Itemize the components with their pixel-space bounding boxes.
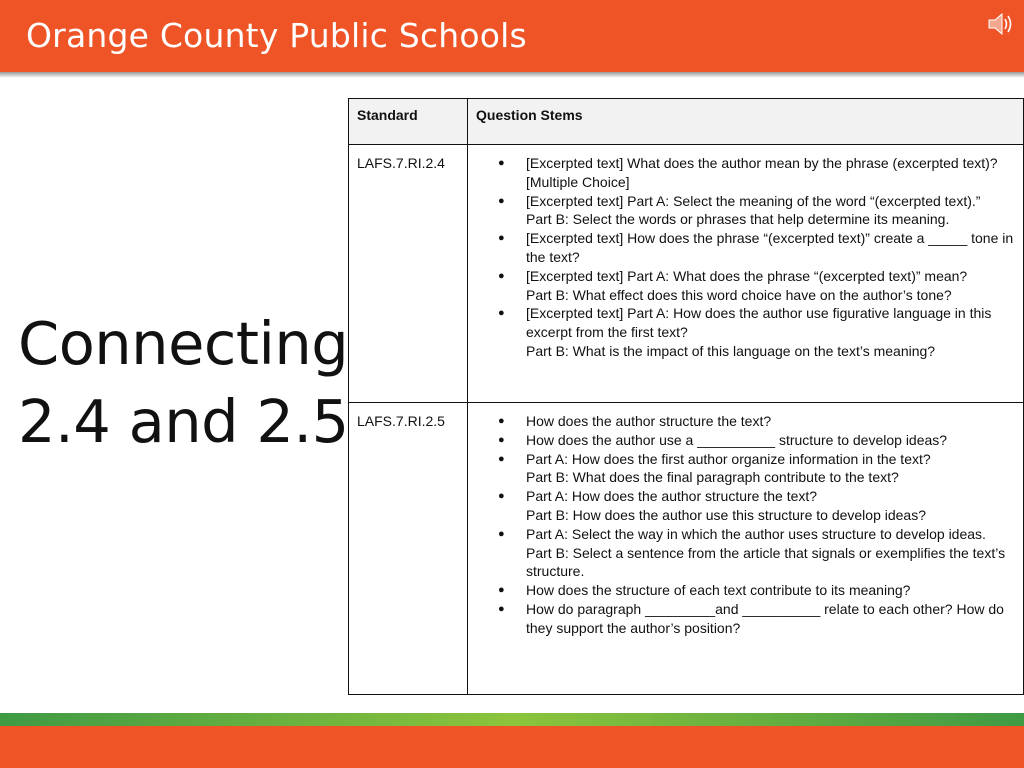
bullet-icon: ● bbox=[498, 490, 505, 503]
stem-line: Part B: What effect does this word choice have on the author’s tone? bbox=[526, 286, 952, 303]
bullet-icon: ● bbox=[498, 452, 505, 465]
stem-line: Part B: How does the author use this structure to develop ideas? bbox=[526, 506, 927, 523]
question-stems-table bbox=[348, 98, 1024, 695]
stem-line: [Excerpted text] Part A: How does the author use figurative language in this excerpt from the first text? bbox=[526, 305, 992, 341]
bullet-icon: ● bbox=[498, 307, 505, 320]
bullet-icon: ● bbox=[498, 433, 505, 446]
stem-line: Part A: How does the first author organize information in the text? bbox=[526, 450, 931, 467]
slide-title bbox=[18, 305, 349, 461]
stem-line: How do paragraph _________and __________ relate to each other? How do they support the author’s position? bbox=[526, 600, 1004, 636]
stem-line: How does the author structure the text? bbox=[526, 413, 772, 429]
standard-cell: LAFS.7.RI.2.5 bbox=[349, 403, 468, 695]
list-item bbox=[476, 431, 1015, 450]
list-item bbox=[476, 487, 1015, 525]
stem-line: Part A: How does the author structure the text? bbox=[526, 488, 818, 505]
stems-cell bbox=[468, 403, 1024, 695]
footer-bar bbox=[0, 726, 1024, 768]
bullet-icon: ● bbox=[498, 157, 505, 169]
stem-line: Part B: Select the words or phrases that help determine its meaning. bbox=[526, 211, 950, 228]
table-row bbox=[349, 403, 1024, 695]
slide-title-line: 2.4 and 2.5 bbox=[18, 387, 349, 456]
stem-line: [Excerpted text] How does the phrase “(excerpted text)” create a _____ tone in the text? bbox=[526, 230, 1014, 265]
stems-list bbox=[476, 154, 1015, 361]
stem-line: Part B: Select a sentence from the article that signals or exemplifies the text’s structure. bbox=[526, 544, 1006, 580]
speaker-icon[interactable] bbox=[986, 10, 1014, 38]
list-item bbox=[476, 304, 1015, 360]
header-shadow bbox=[0, 72, 1024, 78]
stems-cell bbox=[468, 145, 1024, 403]
header-title: Orange County Public Schools bbox=[26, 16, 527, 55]
stem-line: Part B: What is the impact of this language on the text’s meaning? bbox=[526, 342, 936, 359]
stem-line: Part B: What does the final paragraph contribute to the text? bbox=[526, 469, 899, 486]
table-header-row bbox=[349, 99, 1024, 145]
list-item bbox=[476, 192, 1015, 230]
table-row bbox=[349, 145, 1024, 403]
column-header-standard: Standard bbox=[349, 99, 468, 145]
list-item bbox=[476, 229, 1015, 267]
bullet-icon: ● bbox=[498, 602, 505, 615]
list-item bbox=[476, 600, 1015, 638]
stems-list bbox=[476, 412, 1015, 638]
column-header-question-stems: Question Stems bbox=[468, 99, 1024, 145]
bullet-icon: ● bbox=[498, 194, 505, 207]
stem-line: [Excerpted text] Part A: Select the meaning of the word “(excerpted text).” bbox=[526, 192, 981, 209]
footer-accent-bar bbox=[0, 713, 1024, 726]
list-item bbox=[476, 581, 1015, 600]
bullet-icon: ● bbox=[498, 269, 505, 282]
standard-cell: LAFS.7.RI.2.4 bbox=[349, 145, 468, 403]
list-item bbox=[476, 450, 1015, 488]
slide-title-line: Connecting bbox=[18, 309, 349, 378]
list-item bbox=[476, 267, 1015, 305]
list-item bbox=[476, 412, 1015, 431]
list-item bbox=[476, 154, 1015, 192]
bullet-icon: ● bbox=[498, 584, 505, 597]
list-item bbox=[476, 525, 1015, 581]
bullet-icon: ● bbox=[498, 415, 505, 427]
bullet-icon: ● bbox=[498, 232, 505, 245]
stem-line: How does the author use a __________ structure to develop ideas? bbox=[526, 431, 948, 448]
bullet-icon: ● bbox=[498, 527, 505, 540]
stem-line: [Excerpted text] What does the author mean by the phrase (excerpted text)? [Multiple Choice] bbox=[526, 155, 998, 190]
stem-line: Part A: Select the way in which the author uses structure to develop ideas. bbox=[526, 525, 986, 542]
stem-line: How does the structure of each text contribute to its meaning? bbox=[526, 582, 911, 599]
stem-line: [Excerpted text] Part A: What does the phrase “(excerpted text)” mean? bbox=[526, 267, 968, 284]
